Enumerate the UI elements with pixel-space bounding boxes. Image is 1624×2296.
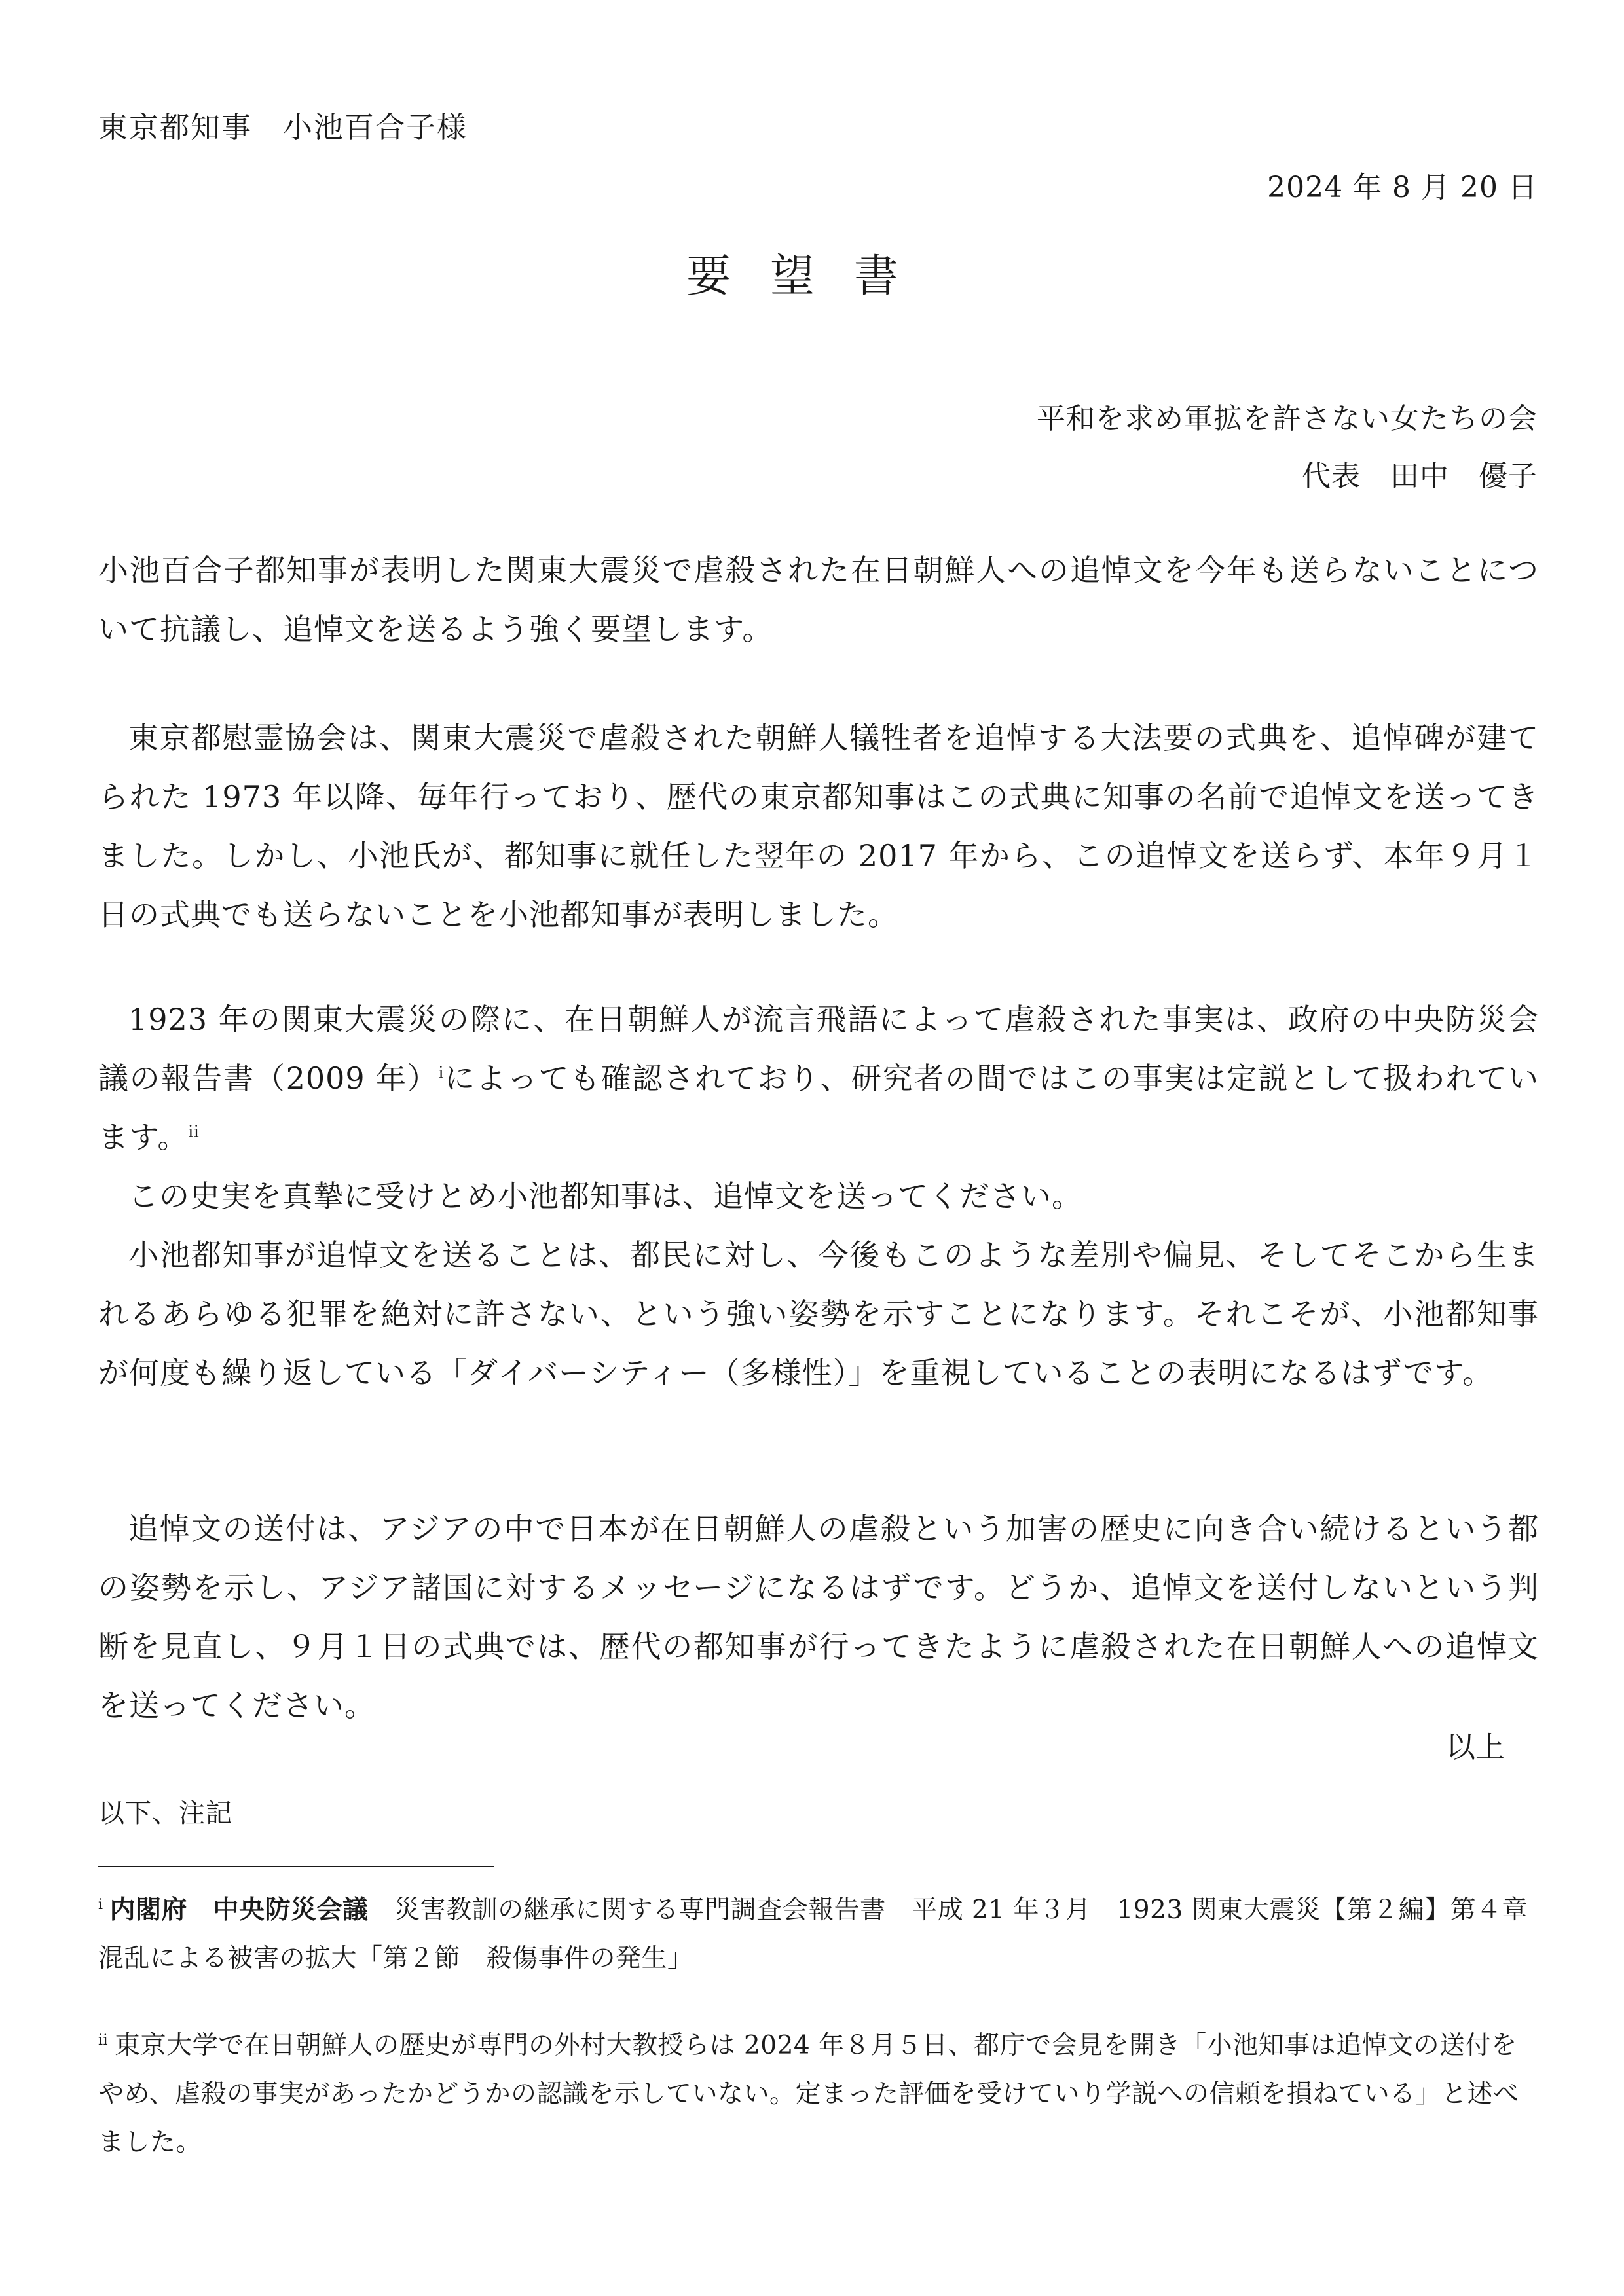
document-title: 要望書 (686, 251, 938, 302)
footnote-ii-mark: ii (98, 2032, 109, 2049)
paragraph-2 (98, 708, 1539, 944)
paragraph-1 (98, 541, 1539, 659)
footnote-ref-ii[interactable]: ii (188, 1122, 200, 1141)
footnote-divider (98, 1866, 494, 1867)
footnote-i-text: 災害教訓の継承に関する専門調査会報告書 平成 21 年３月 1923 関東大震災【第２編】第４章 混乱による被害の拡大「第２節 殺傷事件の発生」 (98, 1895, 1528, 1973)
footnote-i-mark: i (98, 1897, 103, 1913)
footnote-ii-text: 東京大学で在日朝鮮人の歴史が専門の外村大教授らは 2024 年８月５日、都庁で会見を開き「小池知事は追悼文の送付をやめ、虐殺の事実があったかどうかの認識を示していない。定まった評価を受けていり学説への信頼を損ねている」と述べました。 (98, 2031, 1519, 2157)
paragraph-3 (98, 990, 1539, 1402)
footnote-ref-i[interactable]: i (438, 1063, 445, 1082)
footnote-ii (98, 2022, 1539, 2167)
sender-representative: 代表 田中 優子 (1302, 460, 1538, 493)
paragraph-2-text: 東京都慰霊協会は、関東大震災で虐殺された朝鮮人犠牲者を追悼する大法要の式典を、追悼碑が建てられた 1973 年以降、毎年行っており、歴代の東京都知事はこの式典に知事の名前で追悼文を送ってきました。しかし、小池氏が、都知事に就任した翌年の 2017 年から、この追悼文を送らず、本年９月１日の式典でも送らないことを小池都知事が表明しました。 (98, 720, 1539, 932)
paragraph-3c: 小池都知事が追悼文を送ることは、都民に対し、今後もこのような差別や偏見、そしてそこから生まれるあらゆる犯罪を絶対に許さない、という強い姿勢を示すことになります。それこそが、小池都知事が何度も繰り返している「ダイバーシティー（多様性）」を重視していることの表明になるはずです。 (98, 1237, 1539, 1391)
notes-label: 以下、注記 (98, 1798, 232, 1829)
paragraph-1-text: 小池百合子都知事が表明した関東大震災で虐殺された在日朝鮮人への追悼文を今年も送らないことについて抗議し、追悼文を送るよう強く要望します。 (98, 553, 1539, 647)
paragraph-3a-part2: によっても確認されており、研究者の間ではこの事実は定説として扱われています。 (98, 1061, 1540, 1155)
sender-organization: 平和を求め軍拡を許さない女たちの会 (1037, 402, 1538, 435)
sender-block (1037, 390, 1538, 505)
footnote-i-source: 内閣府 中央防災会議 (109, 1895, 369, 1925)
paragraph-4 (98, 1499, 1539, 1735)
paragraph-3a-part1: 1923 年の関東大震災の際に、在日朝鮮人が流言飛語によって虐殺された事実は、政府の中央防災会議の報告書（2009 年） (98, 1002, 1539, 1096)
addressee: 東京都知事 小池百合子様 (98, 110, 468, 145)
closing-mark: 以上 (1445, 1730, 1505, 1764)
document-date: 2024 年 8 月 20 日 (1267, 171, 1538, 204)
footnote-i (98, 1886, 1539, 1983)
paragraph-4-text: 追悼文の送付は、アジアの中で日本が在日朝鮮人の虐殺という加害の歴史に向き合い続けるという都の姿勢を示し、アジア諸国に対するメッセージになるはずです。どうか、追悼文を送付しないという判断を見直し、９月１日の式典では、歴代の都知事が行ってきたように虐殺された在日朝鮮人への追悼文を送ってください。 (98, 1511, 1539, 1723)
paragraph-3b: この史実を真摯に受けとめ小池都知事は、追悼文を送ってください。 (128, 1178, 1082, 1214)
paragraph-3a (98, 990, 1539, 1167)
